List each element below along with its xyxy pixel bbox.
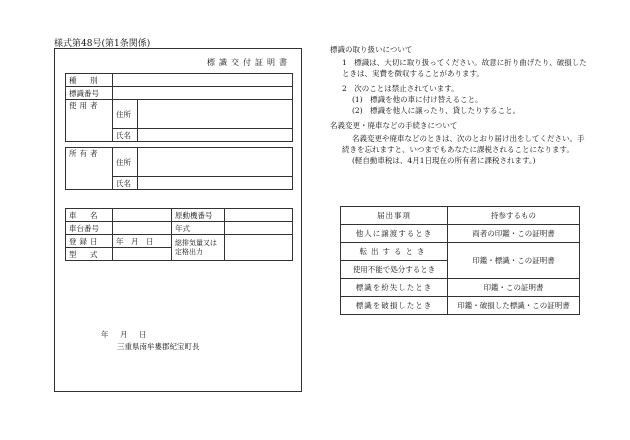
- procedure-event: 転出するとき: [341, 243, 448, 261]
- change-text: 名義変更や廃車などのときは、次のとおり届け出をしてください。手続きを忘れますと、いつまでもあなたに課税されることになります。: [342, 134, 585, 154]
- kind-value: [113, 74, 293, 87]
- registration-date-label: 登録日: [66, 235, 113, 248]
- procedure-items: 印鑑・この証明書: [448, 279, 580, 297]
- model-label: 型 式: [66, 248, 113, 261]
- user-table: [65, 99, 293, 142]
- issuer: 三重県南牟婁郡紀宝町長: [117, 342, 200, 351]
- procedure-header-row: [341, 207, 580, 225]
- handling-item-2: 2 次のことは禁止されています。: [342, 84, 459, 93]
- vehicle-name-label: 車 名: [66, 209, 113, 222]
- model-year-label: 年式: [172, 222, 225, 235]
- model-year-value: [225, 222, 293, 235]
- kind-plate-table: [65, 73, 293, 100]
- procedure-row: [341, 279, 580, 297]
- user-address-value: [138, 100, 293, 129]
- change-note: (軽自動車税は、4月1日現在の所有者に課税されます。): [352, 156, 536, 165]
- procedure-event: 使用不能で処分するとき: [341, 261, 448, 279]
- certificate-title: 標識交付証明書: [207, 58, 291, 67]
- handling-guide: [330, 44, 590, 166]
- issue-date: 年 月 日: [101, 330, 149, 339]
- owner-label: 所有者: [66, 148, 113, 190]
- owner-address-label: 住所: [113, 148, 138, 177]
- procedure-header-items: 持参するもの: [448, 207, 580, 225]
- handling-item-2-1: (1) 標識を他の車に付け替えること。: [352, 95, 483, 104]
- displacement-value: [225, 235, 293, 261]
- user-name-label: 氏名: [113, 129, 138, 142]
- user-address-label: 住所: [113, 100, 138, 129]
- user-name-value: [138, 129, 293, 142]
- model-value: [113, 248, 172, 261]
- procedure-items: 印鑑・標識・この証明書: [448, 243, 580, 279]
- engine-number-label: 原動機番号: [172, 209, 225, 222]
- procedure-row: [341, 225, 580, 243]
- handling-title: 標識の取り扱いについて: [330, 45, 413, 54]
- procedure-header-event: 届出事項: [341, 207, 448, 225]
- vehicle-name-value: [113, 209, 172, 222]
- chassis-number-label: 車台番号: [66, 222, 113, 235]
- plate-number-label: 標識番号: [66, 87, 113, 100]
- procedure-table: [340, 206, 580, 315]
- procedure-row: [341, 243, 580, 261]
- kind-label: 種 別: [66, 74, 113, 87]
- procedure-row: [341, 297, 580, 315]
- plate-number-row: [66, 87, 293, 100]
- owner-table: [65, 147, 293, 190]
- certificate-form: [54, 48, 302, 392]
- chassis-number-value: [113, 222, 172, 235]
- procedure-event: 標識を破損したとき: [341, 297, 448, 315]
- owner-name-value: [138, 177, 293, 190]
- handling-item-1: 1 標識は、大切に取り扱ってください。故意に折り曲げたり、破損したときは、実費を徴収することがあります。: [342, 58, 587, 78]
- user-label: 使用者: [66, 100, 113, 142]
- kind-row: [66, 74, 293, 87]
- procedure-items: 印鑑・破損した標識・この証明書: [448, 297, 580, 315]
- plate-number-value: [113, 87, 293, 100]
- vehicle-table: [65, 208, 293, 261]
- handling-item-2-2: (2) 標識を他人に譲ったり、貸したりすること。: [352, 106, 521, 115]
- procedure-items: 両者の印鑑・この証明書: [448, 225, 580, 243]
- owner-address-value: [138, 148, 293, 177]
- registration-date-value: 年 月 日: [113, 235, 172, 248]
- procedure-event: 標識を紛失したとき: [341, 279, 448, 297]
- procedure-event: 他人に譲渡するとき: [341, 225, 448, 243]
- displacement-label: 総排気量又は定格出力: [172, 235, 225, 261]
- form-number: 様式第48号(第1条関係): [54, 39, 151, 49]
- engine-number-value: [225, 209, 293, 222]
- change-title: 名義変更・廃車などの手続きについて: [330, 121, 458, 130]
- owner-name-label: 氏名: [113, 177, 138, 190]
